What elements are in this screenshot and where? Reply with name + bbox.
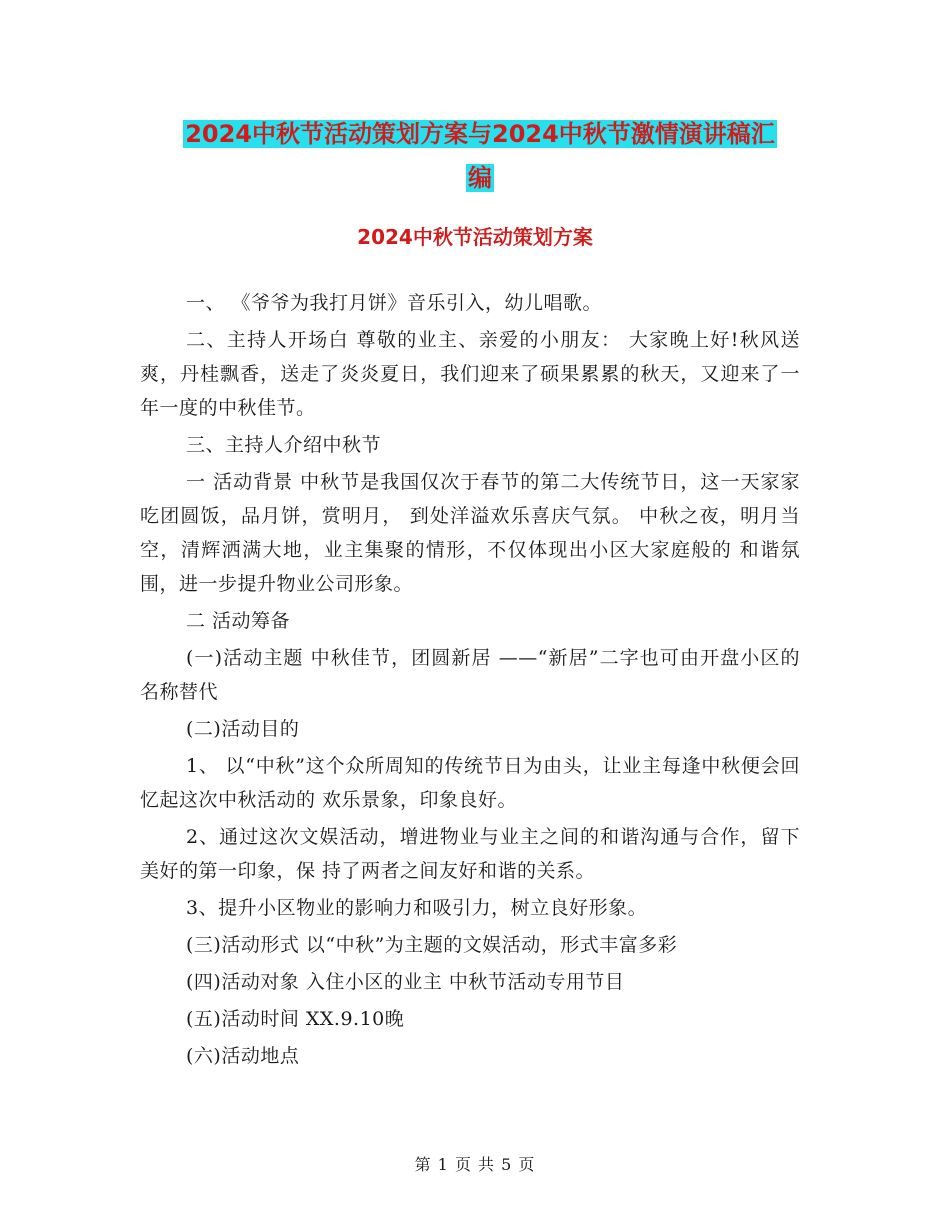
document-title (140, 112, 820, 200)
document-title-line1: 2024中秋节活动策划方案与2024中秋节激情演讲稿汇 (185, 120, 775, 148)
paragraph: (四)活动对象 入住小区的业主 中秋节活动专用节目 (186, 971, 625, 993)
paragraph: 2、通过这次文娱活动，增进物业与业主之间的和谐沟通与合作，留下美好的第一印象，保 持了两者之间友好和谐的关系。 (140, 826, 800, 882)
page-footer: 第 1 页 共 5 页 (414, 1155, 536, 1174)
paragraph: (三)活动形式 以“中秋”为主题的文娱活动，形式丰富多彩 (186, 934, 678, 956)
paragraph: 三、主持人介绍中秋节 (186, 434, 382, 456)
paragraph: 3、提升小区物业的影响力和吸引力，树立良好形象。 (186, 897, 648, 919)
paragraph: 一 活动背景 中秋节是我国仅次于春节的第二大传统节日，这一天家家吃团圆饭，品月饼，赏明月， 到处洋溢欢乐喜庆气氛。 中秋之夜，明月当空，清辉洒满大地，业主集聚的情形，不仅体现出小区大家庭般的 和谐氛围，进一步提升物业公司形象。 (140, 471, 800, 595)
paragraph: 二 活动筹备 (186, 610, 291, 632)
paragraph: (二)活动目的 (186, 718, 300, 740)
paragraph: 一、 《爷爷为我打月饼》音乐引入，幼儿唱歌。 (186, 292, 603, 314)
document-title-line2: 编 (468, 164, 492, 192)
paragraph: (一)活动主题 中秋佳节，团圆新居 ——“新居”二字也可由开盘小区的名称替代 (140, 647, 800, 703)
paragraph: (五)活动时间 XX.9.10晚 (186, 1008, 405, 1030)
section-title: 2024中秋节活动策划方案 (357, 225, 593, 249)
document-body (140, 286, 800, 1076)
paragraph: (六)活动地点 (186, 1045, 300, 1067)
paragraph: 1、 以“中秋”这个众所周知的传统节日为由头，让业主每逢中秋便会回忆起这次中秋活动的 欢乐景象，印象良好。 (140, 755, 800, 811)
paragraph: 二、主持人开场白 尊敬的业主、亲爱的小朋友： 大家晚上好!秋风送爽，丹桂飘香，送走了炎炎夏日，我们迎来了硕果累累的秋天，又迎来了一年一度的中秋佳节。 (140, 329, 800, 419)
